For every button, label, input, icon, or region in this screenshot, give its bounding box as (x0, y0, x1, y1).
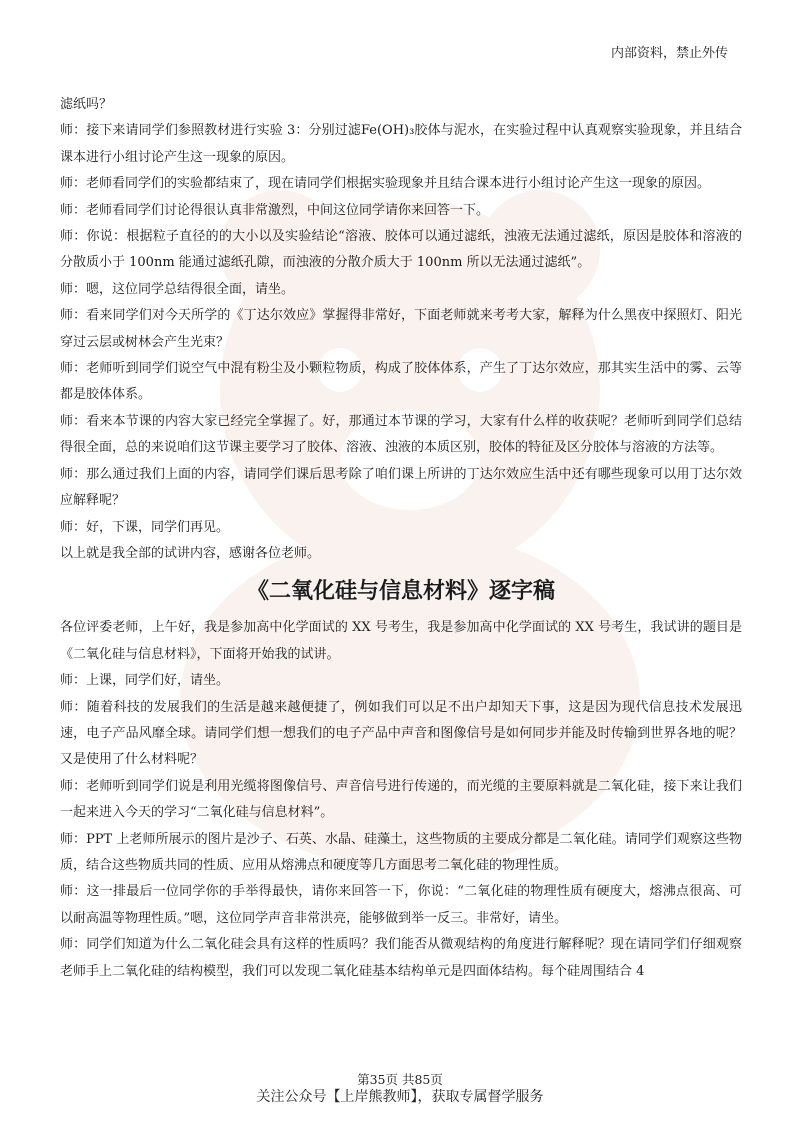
section-galvanic-lesson (60, 92, 742, 567)
paragraph: 师：那么通过我们上面的内容，请同学们课后思考除了咱们课上所讲的丁达尔效应生活中还有哪些现象可以用丁达尔效应解释呢？ (60, 466, 742, 509)
paragraph: 以上就是我全部的试讲内容，感谢各位老师。 (60, 545, 321, 561)
header-confidential-note: 内部资料，禁止外传 (610, 46, 728, 61)
paragraph: 师：老师听到同学们说空气中混有粉尘及小颗粒物质，构成了胶体体系，产生了丁达尔效应，那其实生活中的雾、云等都是胶体体系。 (60, 361, 742, 403)
document-body (60, 92, 742, 985)
paragraph: 师：嗯，这位同学总结得很全面，请坐。 (60, 281, 295, 297)
paragraph: 师：PPT 上老师所展示的图片是沙子、石英、水晶、硅藻土，这些物质的主要成分都是二氧化硅。请同学们观察这些物质，结合这些物质共同的性质、应用从熔沸点和硬度等几方面思考二氧化硅的物理性质。 (60, 831, 742, 873)
paragraph: 师：同学们知道为什么二氧化硅会具有这样的性质吗？我们能否从微观结构的角度进行解释呢？现在请同学们仔细观察老师手上二氧化硅的结构模型，我们可以发现二氧化硅基本结构单元是四面体结构。每个硅周围结合 4 (60, 937, 742, 979)
paragraph: 师：接下来请同学们参照教材进行实验 3：分别过滤Fe(OH)₃胶体与泥水，在实验过程中认真观察实验现象，并且结合课本进行小组讨论产生这一现象的原因。 (60, 123, 742, 165)
paragraph: 师：上课，同学们好，请坐。 (60, 673, 230, 689)
paragraph: 师：随着科技的发展我们的生活是越来越便捷了，例如我们可以足不出户却知天下事，这是因为现代信息技术发展迅速，电子产品风靡全球。请同学们想一想我们的电子产品中声音和图像信号是如何同步并能及时传输到世界各地的呢？又是使用了什么材料呢？ (60, 699, 742, 768)
section-title: 《二氧化硅与信息材料》逐字稿 (246, 579, 555, 605)
paragraph: 师：你说：根据粒子直径的的大小以及实验结论“溶液、胶体可以通过滤纸，浊液无法通过滤纸，原因是胶体和溶液的分散质小于 100nm 能通过滤纸孔隙，而浊液的分散介质大于 100nm 所以无法通过滤纸”。 (60, 229, 742, 271)
page-number: 第35页 共85页 (357, 1072, 443, 1087)
paragraph: 师：老师听到同学们说是利用光缆将图像信号、声音信号进行传递的，而光缆的主要原料就是二氧化硅，接下来让我们一起来进入今天的学习“二氧化硅与信息材料”。 (60, 778, 742, 821)
paragraph: 师：看来本节课的内容大家已经完全掌握了。好，那通过本节课的学习，大家有什么样的收获呢？老师听到同学们总结得很全面，总的来说咱们这节课主要学习了胶体、溶液、浊液的本质区别，胶体的特征及区分胶体与溶液的方法等。 (60, 413, 742, 456)
paragraph: 师：老师看同学们的实验都结束了，现在请同学们根据实验现象并且结合课本进行小组讨论产生这一现象的原因。 (60, 176, 711, 192)
paragraph: 师：老师看同学们讨论得很认真非常激烈，中间这位同学请你来回答一下。 (60, 202, 490, 218)
paragraph: 师：这一排最后一位同学你的手举得最快，请你来回答一下，你说：“二氧化硅的物理性质有硬度大，熔沸点很高、可以耐高温等物理性质。”嗯，这位同学声音非常洪亮，能够做到举一反三。非常好，请坐。 (60, 884, 742, 926)
paragraph: 滤纸吗？ (60, 97, 113, 112)
footer-promo-text: 关注公众号【上岸熊教师】，获取专属督学服务 (256, 1089, 544, 1105)
paragraph: 师：好，下课，同学们再见。 (60, 519, 230, 535)
paragraph: 各位评委老师，上午好，我是参加高中化学面试的 XX 号考生，我是参加高中化学面试的 XX 号考生，我试讲的题目是《二氧化硅与信息材料》，下面将开始我的试讲。 (60, 620, 742, 662)
section-silica-lesson (60, 615, 742, 985)
paragraph: 师：看来同学们对今天所学的《丁达尔效应》掌握得非常好，下面老师就来考考大家，解释为什么黑夜中探照灯、阳光穿过云层或树林会产生光束？ (60, 308, 742, 350)
